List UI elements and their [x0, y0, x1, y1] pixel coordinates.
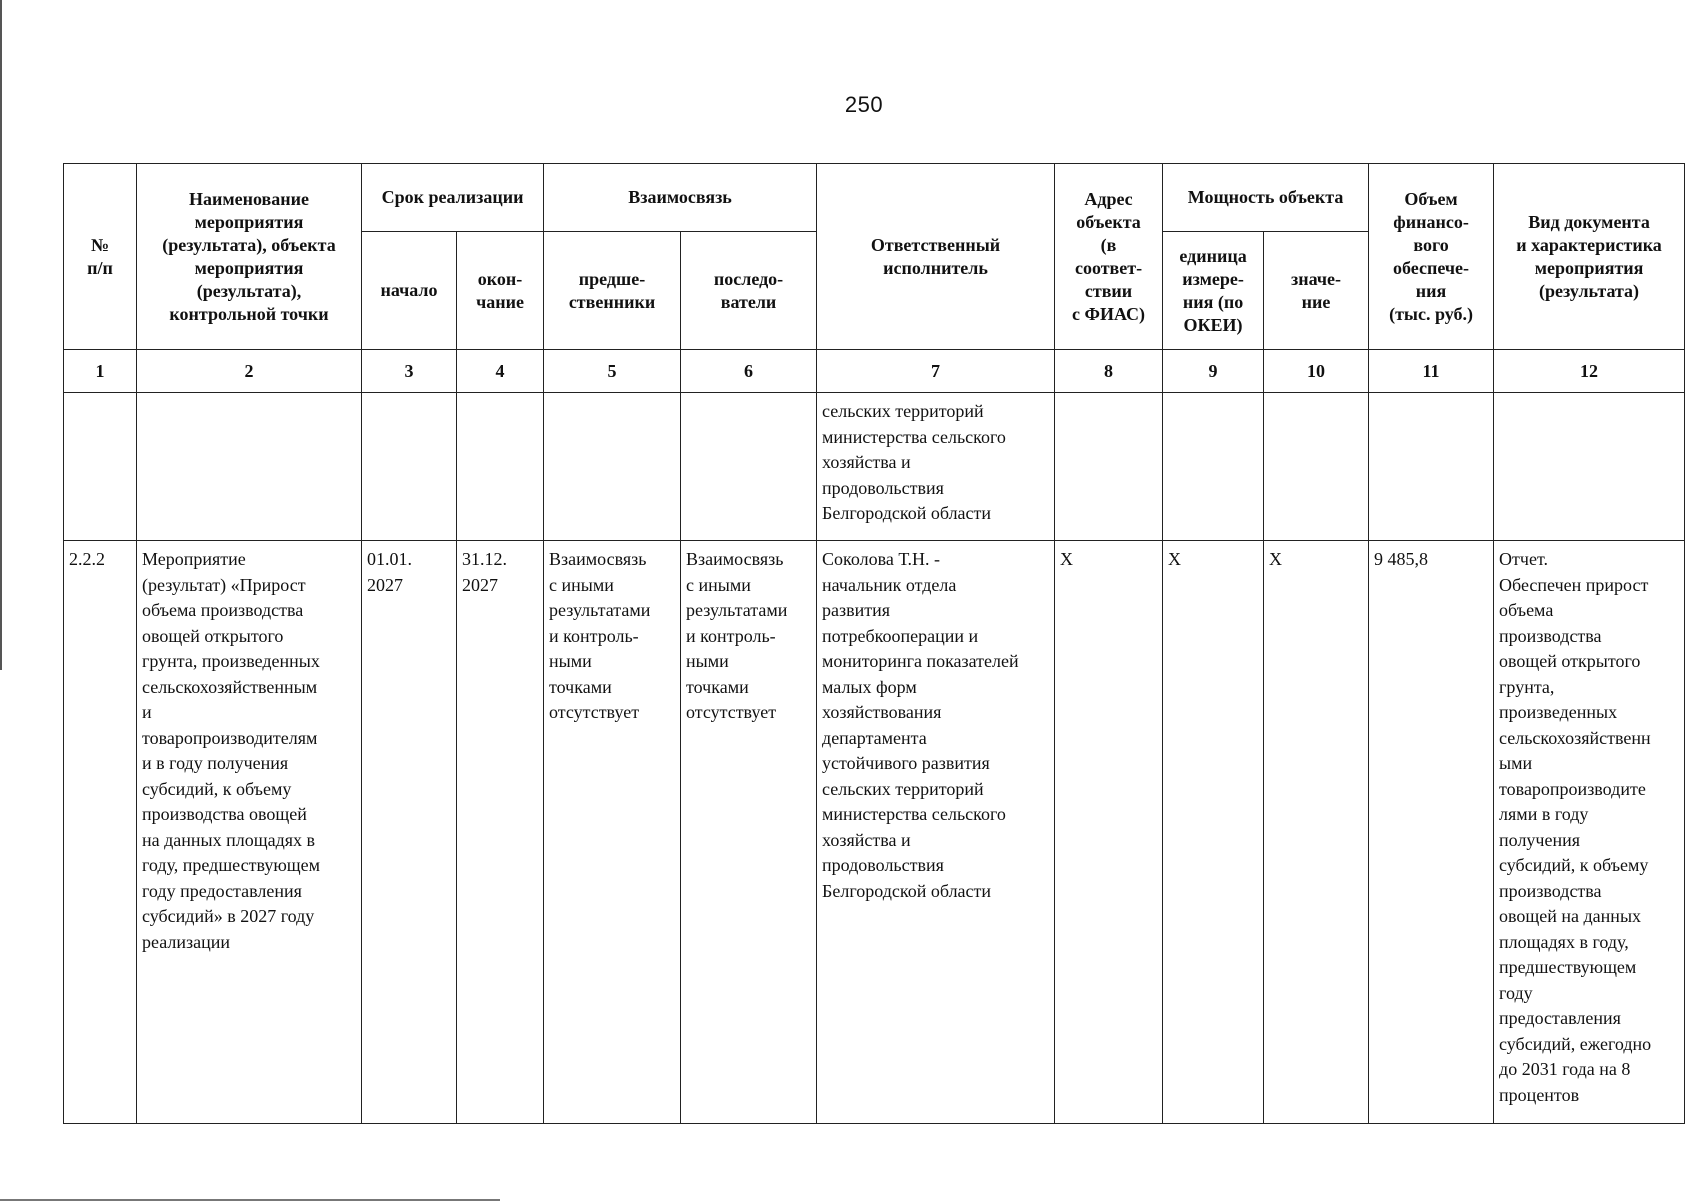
address-cell: X	[1055, 541, 1163, 1124]
financing-cell: 9 485,8	[1369, 541, 1494, 1124]
column-number: 4	[457, 350, 544, 393]
column-number: 10	[1264, 350, 1369, 393]
document-type-cell: Отчет. Обеспечен прирост объема производства овощей открытого грунта, произведенных сельскохозяйственн ыми товаропроизводите лями в году получения субсидий, к объему производства овощей на данных площадях в году, предшествующем году предоставления субсидий, ежегодно до 2031 года на 8 процентов	[1494, 541, 1685, 1124]
header-address: Адрес объекта (в соответ- ствии с ФИАС)	[1055, 164, 1163, 350]
end-date-cell: 31.12. 2027	[457, 541, 544, 1124]
header-start: начало	[362, 232, 457, 350]
header-event-name: Наименование мероприятия (результата), объекта мероприятия (результата), контрольной точки	[137, 164, 362, 350]
event-name-cell: Мероприятие (результат) «Прирост объема производства овощей открытого грунта, произведенных сельскохозяйственным и товаропроизводителям и в году получения субсидий, к объему производства овощей на данных площадях в году, предшествующем году предоставления субсидий» в 2027 году реализации	[137, 541, 362, 1124]
header-predecessors: предше- ственники	[544, 232, 681, 350]
column-number: 7	[817, 350, 1055, 393]
header-responsible: Ответственный исполнитель	[817, 164, 1055, 350]
value-cell: X	[1264, 541, 1369, 1124]
header-unit: единица измере- ния (по ОКЕИ)	[1163, 232, 1264, 350]
start-date-cell: 01.01. 2027	[362, 541, 457, 1124]
table-cell	[457, 393, 544, 541]
page-number: 250	[844, 92, 884, 117]
table-cell	[1494, 393, 1685, 541]
header-term-group: Срок реализации	[362, 164, 544, 232]
table-cell	[137, 393, 362, 541]
column-number-row	[64, 350, 1685, 393]
column-number: 8	[1055, 350, 1163, 393]
table-cell	[1163, 393, 1264, 541]
table-row-2-2-2	[64, 541, 1685, 1124]
column-number: 1	[64, 350, 137, 393]
responsible-cell: Соколова Т.Н. - начальник отдела развития потребкооперации и мониторинга показателей малых форм хозяйствования департамента устойчивого развития сельских территорий министерства сельского хозяйства и продовольствия Белгородской области	[817, 541, 1055, 1124]
table-cell	[1055, 393, 1163, 541]
header-financing: Объем финансо- вого обеспече- ния (тыс. руб.)	[1369, 164, 1494, 350]
successors-cell: Взаимосвязь с иными результатами и контроль- ными точками отсутствует	[681, 541, 817, 1124]
column-number: 2	[137, 350, 362, 393]
column-number: 11	[1369, 350, 1494, 393]
row-number-cell: 2.2.2	[64, 541, 137, 1124]
column-number: 12	[1494, 350, 1685, 393]
header-capacity-group: Мощность объекта	[1163, 164, 1369, 232]
plan-table	[63, 163, 1685, 1124]
header-row-group	[64, 164, 1685, 232]
header-number: № п/п	[64, 164, 137, 350]
table-cell	[544, 393, 681, 541]
header-document-type: Вид документа и характеристика мероприятия (результата)	[1494, 164, 1685, 350]
column-number: 9	[1163, 350, 1264, 393]
table-cell	[1264, 393, 1369, 541]
table-cell	[362, 393, 457, 541]
header-link-group: Взаимосвязь	[544, 164, 817, 232]
table-row-continuation	[64, 393, 1685, 541]
table-cell	[64, 393, 137, 541]
responsible-cell: сельских территорий министерства сельского хозяйства и продовольствия Белгородской области	[817, 393, 1055, 541]
header-successors: последо- ватели	[681, 232, 817, 350]
predecessors-cell: Взаимосвязь с иными результатами и контроль- ными точками отсутствует	[544, 541, 681, 1124]
column-number: 5	[544, 350, 681, 393]
header-end: окон- чание	[457, 232, 544, 350]
table-cell	[1369, 393, 1494, 541]
column-number: 6	[681, 350, 817, 393]
header-value: значе- ние	[1264, 232, 1369, 350]
column-number: 3	[362, 350, 457, 393]
table-cell	[681, 393, 817, 541]
unit-cell: X	[1163, 541, 1264, 1124]
